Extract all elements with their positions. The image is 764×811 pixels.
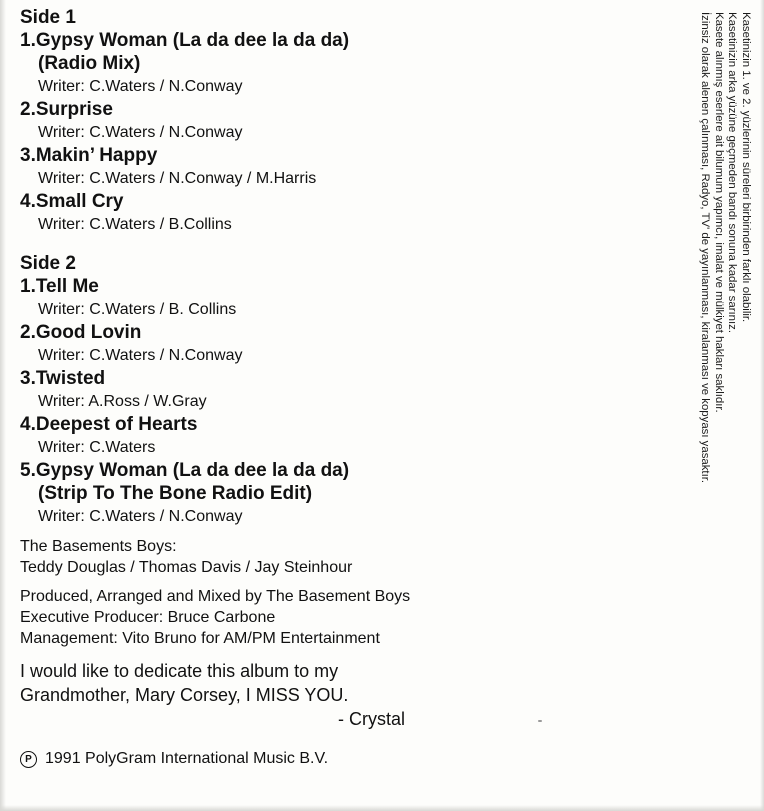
track-writer: Writer: C.Waters / N.Conway / M.Harris <box>38 170 317 187</box>
notice-line: Kasetinizin arka yüzüne geçmeden bandı sonuna kadar sarınız. <box>726 12 739 334</box>
left-edge-shadow <box>0 0 6 811</box>
right-edge-shadow <box>760 0 764 811</box>
track-title: 4.Small Cry <box>20 191 124 212</box>
track-writer: Writer: A.Ross / W.Gray <box>38 393 207 410</box>
group-name: The Basements Boys: <box>20 538 177 555</box>
dedication-signature: - Crystal <box>338 709 405 729</box>
track-title: 5.Gypsy Woman (La da dee la da da) <box>20 460 350 481</box>
dedication-line: Grandmother, Mary Corsey, I MISS YOU. <box>20 685 349 705</box>
legal-notice-panel <box>672 12 752 622</box>
track-subtitle: (Radio Mix) <box>38 53 141 74</box>
copyright-line <box>20 749 620 769</box>
dedication <box>20 659 620 731</box>
executive-producer: Executive Producer: Bruce Carbone <box>20 609 276 626</box>
track-writer: Writer: C.Waters / N.Conway <box>38 78 243 95</box>
track-title: 4.Deepest of Hearts <box>20 414 198 435</box>
bottom-edge-shadow <box>0 805 764 811</box>
side-1-heading: Side 1 <box>20 7 76 28</box>
track-writer: Writer: C.Waters / B.Collins <box>38 216 232 233</box>
track-item <box>20 98 620 144</box>
track-title: 3.Twisted <box>20 368 106 389</box>
track-title: 2.Good Lovin <box>20 322 142 343</box>
track-item <box>20 321 620 367</box>
copyright-text: 1991 PolyGram International Music B.V. <box>45 750 329 767</box>
notice-line: Kasete alınmış eserlere ait bilumum yapımcı, imalat ve mülkiyet hakları saklıdır. <box>713 12 725 413</box>
side-2-heading: Side 2 <box>20 253 76 274</box>
track-writer: Writer: C.Waters / B. Collins <box>38 301 237 318</box>
track-item <box>20 459 620 528</box>
track-title: 2.Surprise <box>20 99 113 120</box>
track-subtitle: (Strip To The Bone Radio Edit) <box>38 483 313 504</box>
management: Management: Vito Bruno for AM/PM Entertainment <box>20 630 380 647</box>
dedication-line: I would like to dedicate this album to my <box>20 661 339 681</box>
track-item <box>20 144 620 190</box>
print-speck <box>538 720 542 722</box>
group-members: Teddy Douglas / Thomas Davis / Jay Steinhour <box>20 559 353 576</box>
notice-line: Kasetinizin 1. ve 2. yüzlerinin süreleri birbirinden farklı olabilir. <box>740 12 752 323</box>
track-item <box>20 413 620 459</box>
track-item <box>20 190 620 236</box>
track-item <box>20 367 620 413</box>
produced-by: Produced, Arranged and Mixed by The Basement Boys <box>20 588 411 605</box>
phonogram-copyright-icon: P <box>20 751 37 768</box>
track-title: 1.Gypsy Woman (La da dee la da da) <box>20 30 350 51</box>
track-writer: Writer: C.Waters / N.Conway <box>38 124 243 141</box>
track-writer: Writer: C.Waters / N.Conway <box>38 347 243 364</box>
legal-notice-rotated <box>698 12 752 622</box>
group-credits <box>20 536 620 578</box>
track-item <box>20 275 620 321</box>
track-writer: Writer: C.Waters / N.Conway <box>38 508 243 525</box>
track-writer: Writer: C.Waters <box>38 439 156 456</box>
tracklist-panel <box>20 6 620 769</box>
track-item <box>20 29 620 98</box>
notice-line: İzinsiz olarak alenen çalınması, Radyo, TV' de yayınlanması, kiralanması ve kopyası yasaktır. <box>699 12 712 484</box>
track-title: 3.Makin’ Happy <box>20 145 158 166</box>
track-title: 1.Tell Me <box>20 276 99 297</box>
production-credits <box>20 586 620 649</box>
